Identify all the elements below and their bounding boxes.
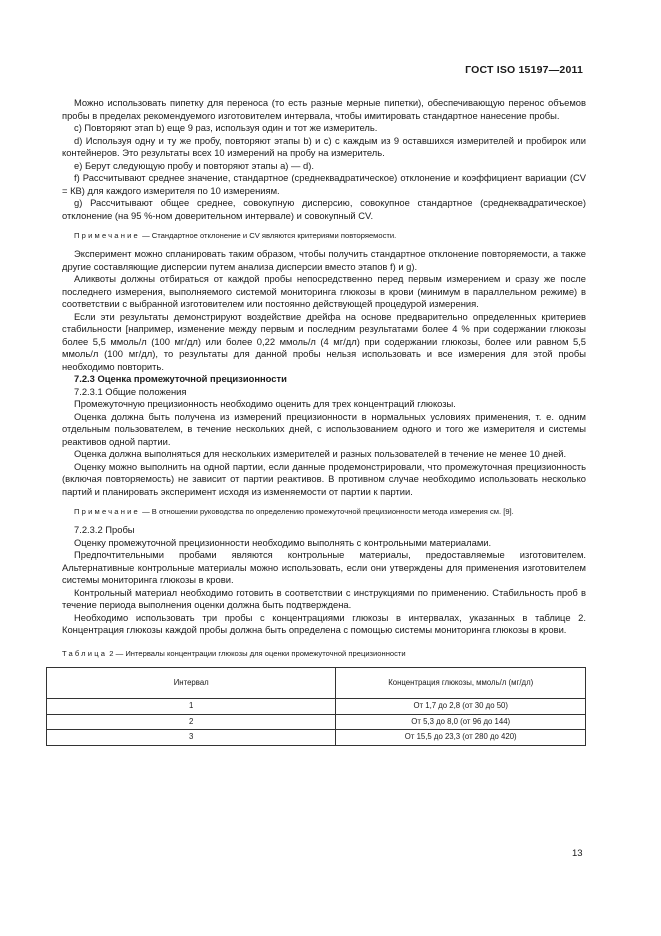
paragraph: Оценка должна быть получена из измерений прецизионности в нормальных условиях применения, т. е. одним отдельным пользователем, в течение нескольких дней, с использованием одного и того же измерителя и системы реактивов одной партии.	[62, 410, 586, 447]
table-cell: От 5,3 до 8,0 (от 96 до 144)	[336, 714, 586, 730]
paragraph: Оценка должна выполняться для нескольких измерителей и разных пользователей в течение не менее 10 дней.	[74, 448, 567, 459]
table-cell: 2	[47, 714, 336, 730]
table-cell: 3	[47, 730, 336, 746]
section-heading-7-2-3: 7.2.3 Оценка промежуточной прецизионности	[74, 373, 287, 384]
paragraph: Аликвоты должны отбираться от каждой пробы непосредственно перед первым измерением и сразу же после последнего измерения, выполняемого системой мониторинга глюкозы в крови (минимум в параллельном режиме) в соответствии с выбранной изготовителем или постоянно действующей процедурой измерения.	[62, 273, 586, 309]
table-row	[47, 730, 586, 746]
note-text: — Стандартное отклонение и CV являются критериями повторяемости.	[139, 231, 397, 240]
table-cell: От 15,5 до 23,3 (от 280 до 420)	[336, 730, 586, 746]
subsection-heading-7-2-3-1: 7.2.3.1 Общие положения	[74, 385, 187, 397]
step-e: e) Берут следующую пробу и повторяют этапы a) — d).	[74, 159, 314, 171]
page-number: 13	[572, 848, 583, 859]
paragraph: Если эти результаты демонстрируют воздействие дрейфа на основе предварительно определенных критериев стабильности [например, изменение между первым и последним результатами более 4 % при содержании глюкозы более 5,5 ммоль/л (100 мг/дл) или более 0,22 ммоль/л (4 мг/дл) при содержании глюкозы, более или равном 5,5 ммоль/л (100 мг/дл), то результаты для данной пробы нельзя использовать и все измерения для этой пробы необходимо повторить.	[62, 310, 586, 372]
paragraph: Промежуточную прецизионность необходимо оценить для трех концентраций глюкозы.	[74, 398, 456, 409]
table-caption-text: 2 — Интервалы концентрации глюкозы для оценки промежуточной прецизионности	[107, 648, 406, 658]
glucose-intervals-table	[46, 667, 586, 746]
table-row	[47, 714, 586, 730]
note-text: — В отношении руководства по определению промежуточной прецизионности метода измерения см. [9].	[139, 507, 514, 516]
column-header-concentration: Концентрация глюкозы, ммоль/л (мг/дл)	[336, 668, 586, 699]
note-label: Примечание	[74, 507, 140, 516]
paragraph: Необходимо использовать три пробы с концентрациями глюкозы в интервалах, указанных в таблице 2. Концентрация глюкозы каждой пробы должна быть определена с помощью системы мониторинга глюкозы в крови.	[62, 611, 586, 635]
table-header-row	[47, 668, 586, 699]
step-d: d) Используя одну и ту же пробу, повторяют этапы b) и c) с каждым из 9 оставшихся измерителей и пробирок или контейнеров. Это результаты всех 10 измерений на пробу на измеритель.	[62, 134, 586, 158]
table-cell: 1	[47, 699, 336, 715]
subsection-heading-7-2-3-2: 7.2.3.2 Пробы	[74, 524, 135, 535]
paragraph: Контрольный материал необходимо готовить в соответствии с инструкциями по применению. Стабильность проб в течение периода выполнения оценки должна быть подтверждена.	[62, 586, 586, 610]
table-cell: От 1,7 до 2,8 (от 30 до 50)	[336, 699, 586, 715]
table-caption	[62, 648, 586, 661]
paragraph: Оценку промежуточной прецизионности необходимо выполнять с контрольными материалами.	[74, 536, 492, 548]
paragraph: Оценку можно выполнить на одной партии, если данные продемонстрировали, что промежуточная прецизионность (включая повторяемость) не зависит от партии реактивов. В противном случае необходимо использовать несколько партий и планировать эксперимент исходя из изменяемости от партии к партии.	[62, 460, 586, 497]
step-g: g) Рассчитывают общее среднее, совокупную дисперсию, совокупное стандартное (среднеквадратическое) отклонение (на 95 %-ном доверительном интервале) и совокупный CV.	[62, 197, 586, 221]
paragraph: Предпочтительными пробами являются контрольные материалы, предоставляемые изготовителем. Альтернативные контрольные материалы можно использовать, если они утверждены для применения изготовителем системы мониторинга глюкозы в крови.	[62, 549, 586, 585]
column-header-interval: Интервал	[47, 668, 336, 699]
step-f: f) Рассчитывают среднее значение, стандартное (среднеквадратическое) отклонение и коэффициент вариации (CV = КВ) для каждого измерителя по 10 измерениям.	[62, 172, 586, 196]
note-label: Примечание	[74, 231, 140, 240]
note-guidance	[62, 506, 586, 517]
table-caption-label: Таблица	[62, 648, 108, 658]
note-repeatability	[62, 230, 586, 241]
paragraph: Можно использовать пипетку для переноса (то есть разные мерные пипетки), обеспечивающую перенос объемов пробы в пределах рекомендуемого изготовителем интервала, чтобы имитировать стандартное нанесение пробы.	[62, 97, 586, 121]
document-id-header: ГОСТ ISO 15197—2011	[465, 64, 583, 76]
paragraph: Эксперимент можно спланировать таким образом, чтобы получить стандартное отклонение повторяемости, а также другие составляющие дисперсии путем анализа дисперсии вместо этапов f) и g).	[62, 248, 586, 272]
step-c: c) Повторяют этап b) еще 9 раз, используя один и тот же измеритель.	[74, 122, 378, 133]
main-text	[62, 97, 586, 746]
table-row	[47, 699, 586, 715]
